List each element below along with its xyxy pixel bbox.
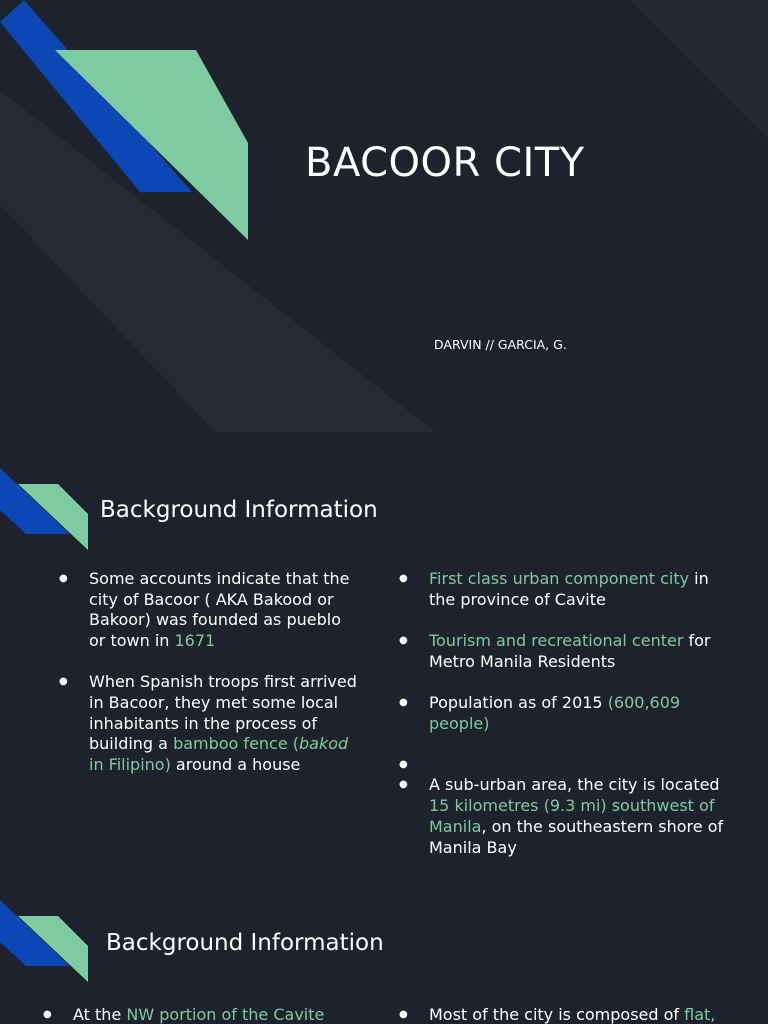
bullet-item: [399, 569, 739, 610]
bullet-text: When Spanish troops first arrived in Bacoor, they met some local inhabitants in the process of building a: [89, 672, 357, 754]
bullet-text: Population as of 2015: [429, 692, 608, 712]
bullet-text: At the: [73, 1005, 127, 1024]
slide-title: BACOOR CITY: [305, 140, 585, 186]
bullet-item: [59, 569, 359, 652]
bullet-text: A sub-urban area, the city is located: [429, 775, 720, 795]
highlighted-text: (600,609 people): [429, 692, 681, 733]
bullet-item: [399, 1005, 739, 1024]
right-bullet-list: [399, 1005, 739, 1024]
bullet-text: around a house: [170, 755, 301, 775]
bullet-item: [399, 631, 739, 672]
background-info-slide-1: [0, 432, 768, 864]
highlighted-text: bamboo fence (: [173, 734, 300, 754]
highlighted-text: Tourism and recreational center: [429, 630, 684, 650]
highlighted-text: bakod: [299, 734, 349, 754]
bullet-item: [399, 775, 739, 858]
title-slide: [0, 0, 768, 432]
background-info-slide-2: [0, 864, 768, 1024]
bullet-text: , on the southeastern shore of Manila Bay: [429, 816, 724, 857]
bullet-item: [399, 693, 739, 734]
highlighted-text: 1671: [174, 631, 216, 651]
bullet-text: Some accounts indicate that the city of Bacoor ( AKA Bakood or Bakoor) was founded as pueblo or town in: [89, 569, 350, 651]
left-bullet-list: [43, 1005, 363, 1024]
heading-stripe-icon: [0, 864, 120, 1004]
bullet-text: in the province of Cavite: [429, 569, 709, 609]
bullet-text: Most of the city is composed of: [429, 1005, 685, 1024]
highlighted-text: flat,: [684, 1005, 716, 1024]
highlighted-text: in Filipino): [89, 755, 171, 775]
highlighted-text: 15 kilometres (9.3 mi) southwest of Manila: [429, 796, 715, 836]
highlighted-text: NW portion of the Cavite: [126, 1005, 325, 1024]
section-heading: Background Information: [106, 930, 384, 956]
bullet-text: for Metro Manila Residents: [429, 630, 711, 671]
bullet-item: [43, 1005, 363, 1024]
decorative-stripes: [0, 0, 768, 432]
bullet-item: [59, 672, 359, 776]
right-bullet-list: [399, 569, 739, 864]
highlighted-text: First class urban component city: [429, 569, 690, 588]
author-line: DARVIN // GARCIA, G.: [434, 337, 567, 352]
section-heading: Background Information: [100, 497, 378, 523]
left-bullet-list: [59, 569, 359, 796]
bullet-item: [399, 755, 739, 776]
